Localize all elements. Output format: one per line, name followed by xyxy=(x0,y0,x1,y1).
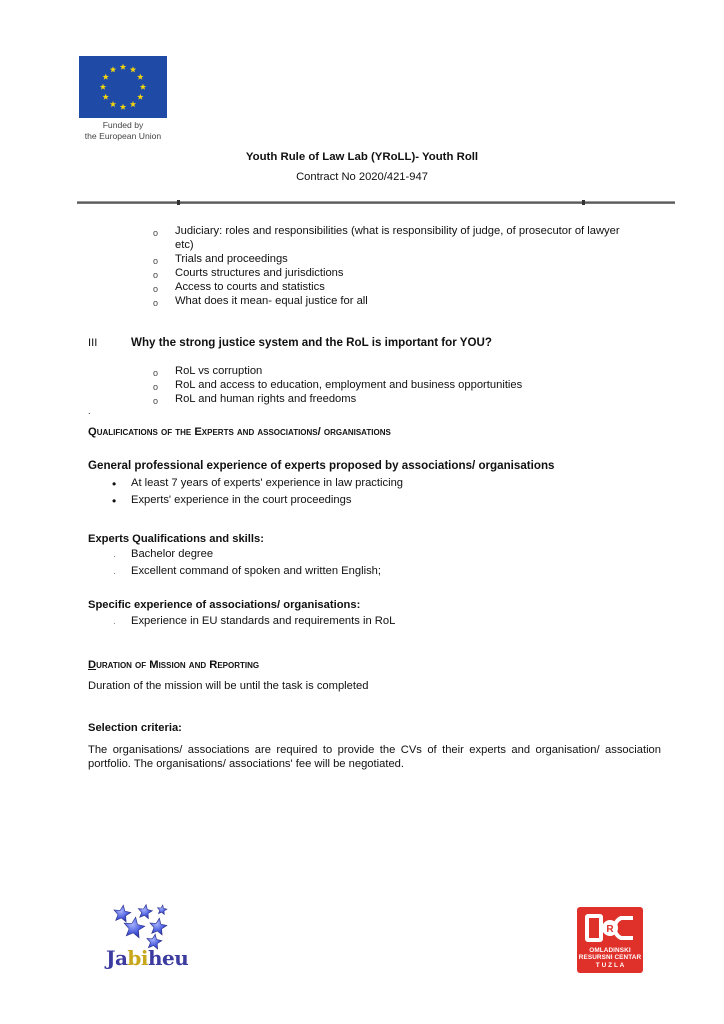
list-bullet: o xyxy=(153,368,159,378)
general-experience-heading: General professional experience of experts proposed by associations/ organisations xyxy=(88,459,555,472)
list-bullet: o xyxy=(153,382,159,392)
stray-period: . xyxy=(88,406,91,416)
list-item: Access to courts and statistics xyxy=(175,281,325,293)
caption-line: the European Union xyxy=(84,130,162,141)
stars-icon xyxy=(104,900,184,950)
list-item: Trials and proceedings xyxy=(175,253,288,265)
specific-experience-heading: Specific experience of associations/ organisations: xyxy=(88,599,361,611)
eu-funding-caption xyxy=(70,120,176,141)
duration-text: Duration of the mission will be until the task is completed xyxy=(88,680,369,692)
section-number: III xyxy=(88,337,98,349)
list-item: Experts' experience in the court proceedings xyxy=(131,494,352,506)
eu-star xyxy=(102,74,108,80)
list-bullet: • xyxy=(112,494,117,508)
eu-star xyxy=(130,101,136,107)
list-bullet: o xyxy=(153,256,159,266)
list-bullet: o xyxy=(153,396,159,406)
divider-tick xyxy=(582,200,585,205)
list-bullet: · xyxy=(113,618,116,628)
divider-tick xyxy=(177,200,180,205)
wordmark-part: heu xyxy=(148,946,189,970)
svg-text:R: R xyxy=(606,924,614,935)
logo-star xyxy=(138,905,152,919)
list-bullet: o xyxy=(153,284,159,294)
list-item: RoL and human rights and freedoms xyxy=(175,393,357,405)
eu-star xyxy=(100,84,106,90)
list-bullet: o xyxy=(153,298,159,308)
list-item: RoL and access to education, employment and business opportunities xyxy=(175,379,523,391)
eu-star xyxy=(110,66,116,72)
list-item: Excellent command of spoken and written English; xyxy=(131,565,381,577)
eu-star xyxy=(137,94,143,100)
logo-star xyxy=(158,905,167,914)
list-item: Experience in EU standards and requirements in RoL xyxy=(131,615,396,627)
selection-text: The organisations/ associations are required to provide the CVs of their experts and organisation/ association portfolio. The organisations/ associations' fee will be negotiated. xyxy=(88,744,661,770)
jabiheu-logo xyxy=(104,900,189,975)
orc-tuzla-logo xyxy=(577,907,643,973)
qualifications-heading: Qualifications of the Experts and associations/ organisations xyxy=(88,426,391,438)
list-item-continuation: etc) xyxy=(175,239,194,251)
eu-star xyxy=(110,101,116,107)
logo-star xyxy=(114,905,131,922)
document-title: Youth Rule of Law Lab (YRoLL)- Youth Roll xyxy=(245,151,479,163)
selection-heading: Selection criteria: xyxy=(88,722,182,734)
wordmark-part: Ja xyxy=(106,946,128,970)
orc-line: OMLADINSKI xyxy=(589,947,631,954)
eu-stars-icon xyxy=(79,56,167,118)
section-heading: Why the strong justice system and the RoL is important for YOU? xyxy=(131,336,492,349)
eu-star xyxy=(137,74,143,80)
list-item: Courts structures and jurisdictions xyxy=(175,267,344,279)
list-item: Judiciary: roles and responsibilities (what is responsibility of judge, of prosecutor of lawyer xyxy=(175,225,620,237)
eu-star xyxy=(102,94,108,100)
orc-mark-icon xyxy=(585,913,635,943)
logo-star xyxy=(150,918,167,935)
duration-heading: Duration of Mission and Reporting xyxy=(88,659,260,671)
logo-star xyxy=(124,917,145,938)
contract-number: Contract No 2020/421-947 xyxy=(296,171,428,183)
skills-heading: Experts Qualifications and skills: xyxy=(88,533,264,545)
eu-star xyxy=(140,84,146,90)
eu-star xyxy=(120,104,126,110)
orc-line: T U Z L A xyxy=(595,962,625,969)
wordmark-part: bi xyxy=(127,946,149,970)
eu-flag-icon xyxy=(79,56,167,118)
list-item: Bachelor degree xyxy=(131,548,214,560)
list-bullet: · xyxy=(113,568,116,578)
list-item: What does it mean- equal justice for all xyxy=(175,295,368,307)
caption-line: Funded by xyxy=(102,120,144,130)
eu-star xyxy=(120,64,126,70)
jabiheu-wordmark xyxy=(106,946,188,970)
eu-star xyxy=(130,66,136,72)
list-bullet: • xyxy=(112,477,117,491)
orc-line: RESURSNI CENTAR xyxy=(578,954,642,961)
header-divider xyxy=(77,201,675,204)
list-bullet: · xyxy=(113,551,116,561)
list-bullet: o xyxy=(153,228,159,238)
list-item: RoL vs corruption xyxy=(175,365,263,377)
list-item: At least 7 years of experts' experience in law practicing xyxy=(131,477,404,489)
list-bullet: o xyxy=(153,270,159,280)
